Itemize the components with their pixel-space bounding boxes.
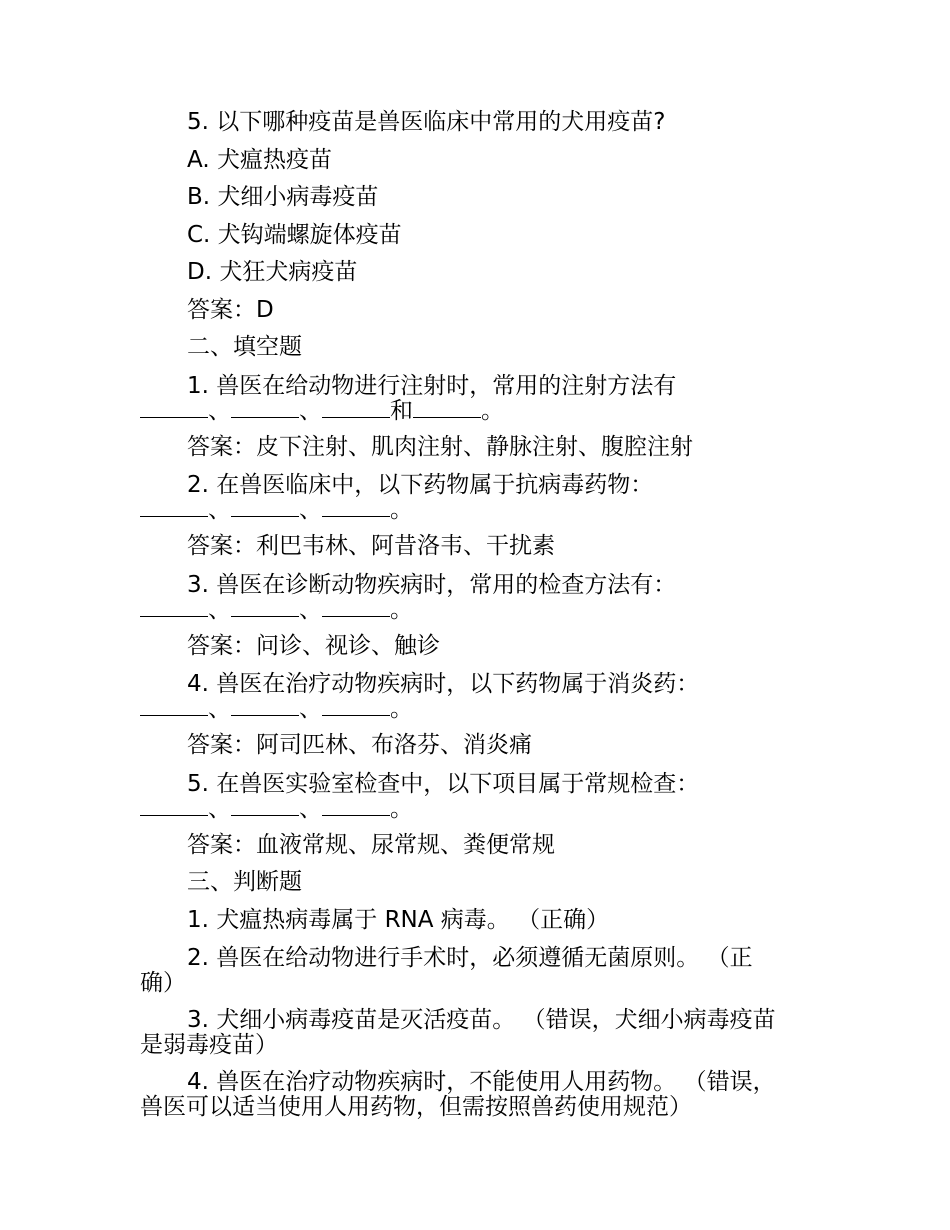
mc-option-b: B. 犬细小病毒疫苗 [187,184,379,210]
fill-question-2-text: 2. 在兽医临床中，以下药物属于抗病毒药物： [187,472,654,498]
answer-blank [413,401,481,418]
judge-item-4-text: 4. 兽医在治疗动物疾病时，不能使用人用药物。 （错误， [187,1069,776,1095]
fill-answer-4: 答案：阿司匹林、布洛芬、消炎痛 [187,732,532,758]
answer-blank [140,600,208,617]
fill-question-1-text: 1. 兽医在给动物进行注射时，常用的注射方法有 [187,372,677,399]
fill-question-1-blanks: 、 、 和 。 [140,400,820,423]
answer-blank [140,401,208,418]
fill-question-3-text: 3. 兽医在诊断动物疾病时，常用的检查方法有： [187,571,677,598]
judge-item-1: 1. 犬瘟热病毒属于 RNA 病毒。 （正确） [187,906,610,933]
answer-blank [140,699,208,716]
fill-question-4 [140,665,820,727]
fill-question-1 [140,367,820,429]
answer-blank [231,600,299,617]
mc-option-c: C. 犬钩端螺旋体疫苗 [187,221,402,248]
answer-blank [140,799,208,816]
section-title-true-false: 三、判断题 [187,869,302,895]
judge-item-3-text: 3. 犬细小病毒疫苗是灭活疫苗。 （错误，犬细小病毒疫苗 [187,1007,776,1033]
answer-blank [322,799,390,816]
answer-blank [322,401,390,418]
fill-answer-2: 答案：利巴韦林、阿昔洛韦、干扰素 [187,533,555,559]
judge-item-4 [140,1063,820,1125]
judge-item-2-cont: 确） [140,970,186,996]
mc-option-a: A. 犬瘟热疫苗 [187,146,332,173]
fill-question-2 [140,466,820,528]
judge-item-2-text: 2. 兽医在给动物进行手术时，必须遵循无菌原则。 （正 [187,945,753,971]
answer-blank [322,699,390,716]
fill-question-5-text: 5. 在兽医实验室检查中，以下项目属于常规检查： [187,770,700,797]
fill-question-4-blanks: 、 、 。 [140,698,820,721]
fill-question-5 [140,765,820,827]
fill-question-4-text: 4. 兽医在治疗动物疾病时，以下药物属于消炎药： [187,671,700,697]
answer-blank [322,600,390,617]
mc-answer-5: 答案：D [187,296,274,323]
document-body [140,104,820,1125]
judge-item-4-cont: 兽医可以适当使用人用药物，但需按照兽药使用规范） [140,1094,692,1120]
judge-item-3 [140,1001,820,1063]
answer-blank [140,500,208,517]
answer-blank [231,401,299,418]
judge-item-2 [140,939,820,1001]
judge-item-3-cont: 是弱毒疫苗） [140,1032,278,1058]
fill-question-5-blanks: 、 、 。 [140,798,820,821]
fill-question-3-blanks: 、 、 。 [140,599,820,622]
fill-answer-1: 答案：皮下注射、肌肉注射、静脉注射、腹腔注射 [187,433,693,460]
fill-answer-5: 答案：血液常规、尿常规、粪便常规 [187,831,555,858]
fill-question-2-blanks: 、 、 。 [140,499,820,522]
mc-question-5: 5. 以下哪种疫苗是兽医临床中常用的犬用疫苗? [187,109,666,135]
mc-option-d: D. 犬狂犬病疫苗 [187,259,358,285]
answer-blank [322,500,390,517]
fill-answer-3: 答案：问诊、视诊、触诊 [187,632,440,659]
section-title-fill-blank: 二、填空题 [187,334,302,360]
answer-blank [231,799,299,816]
fill-question-3 [140,566,820,628]
answer-blank [231,500,299,517]
answer-blank [231,699,299,716]
